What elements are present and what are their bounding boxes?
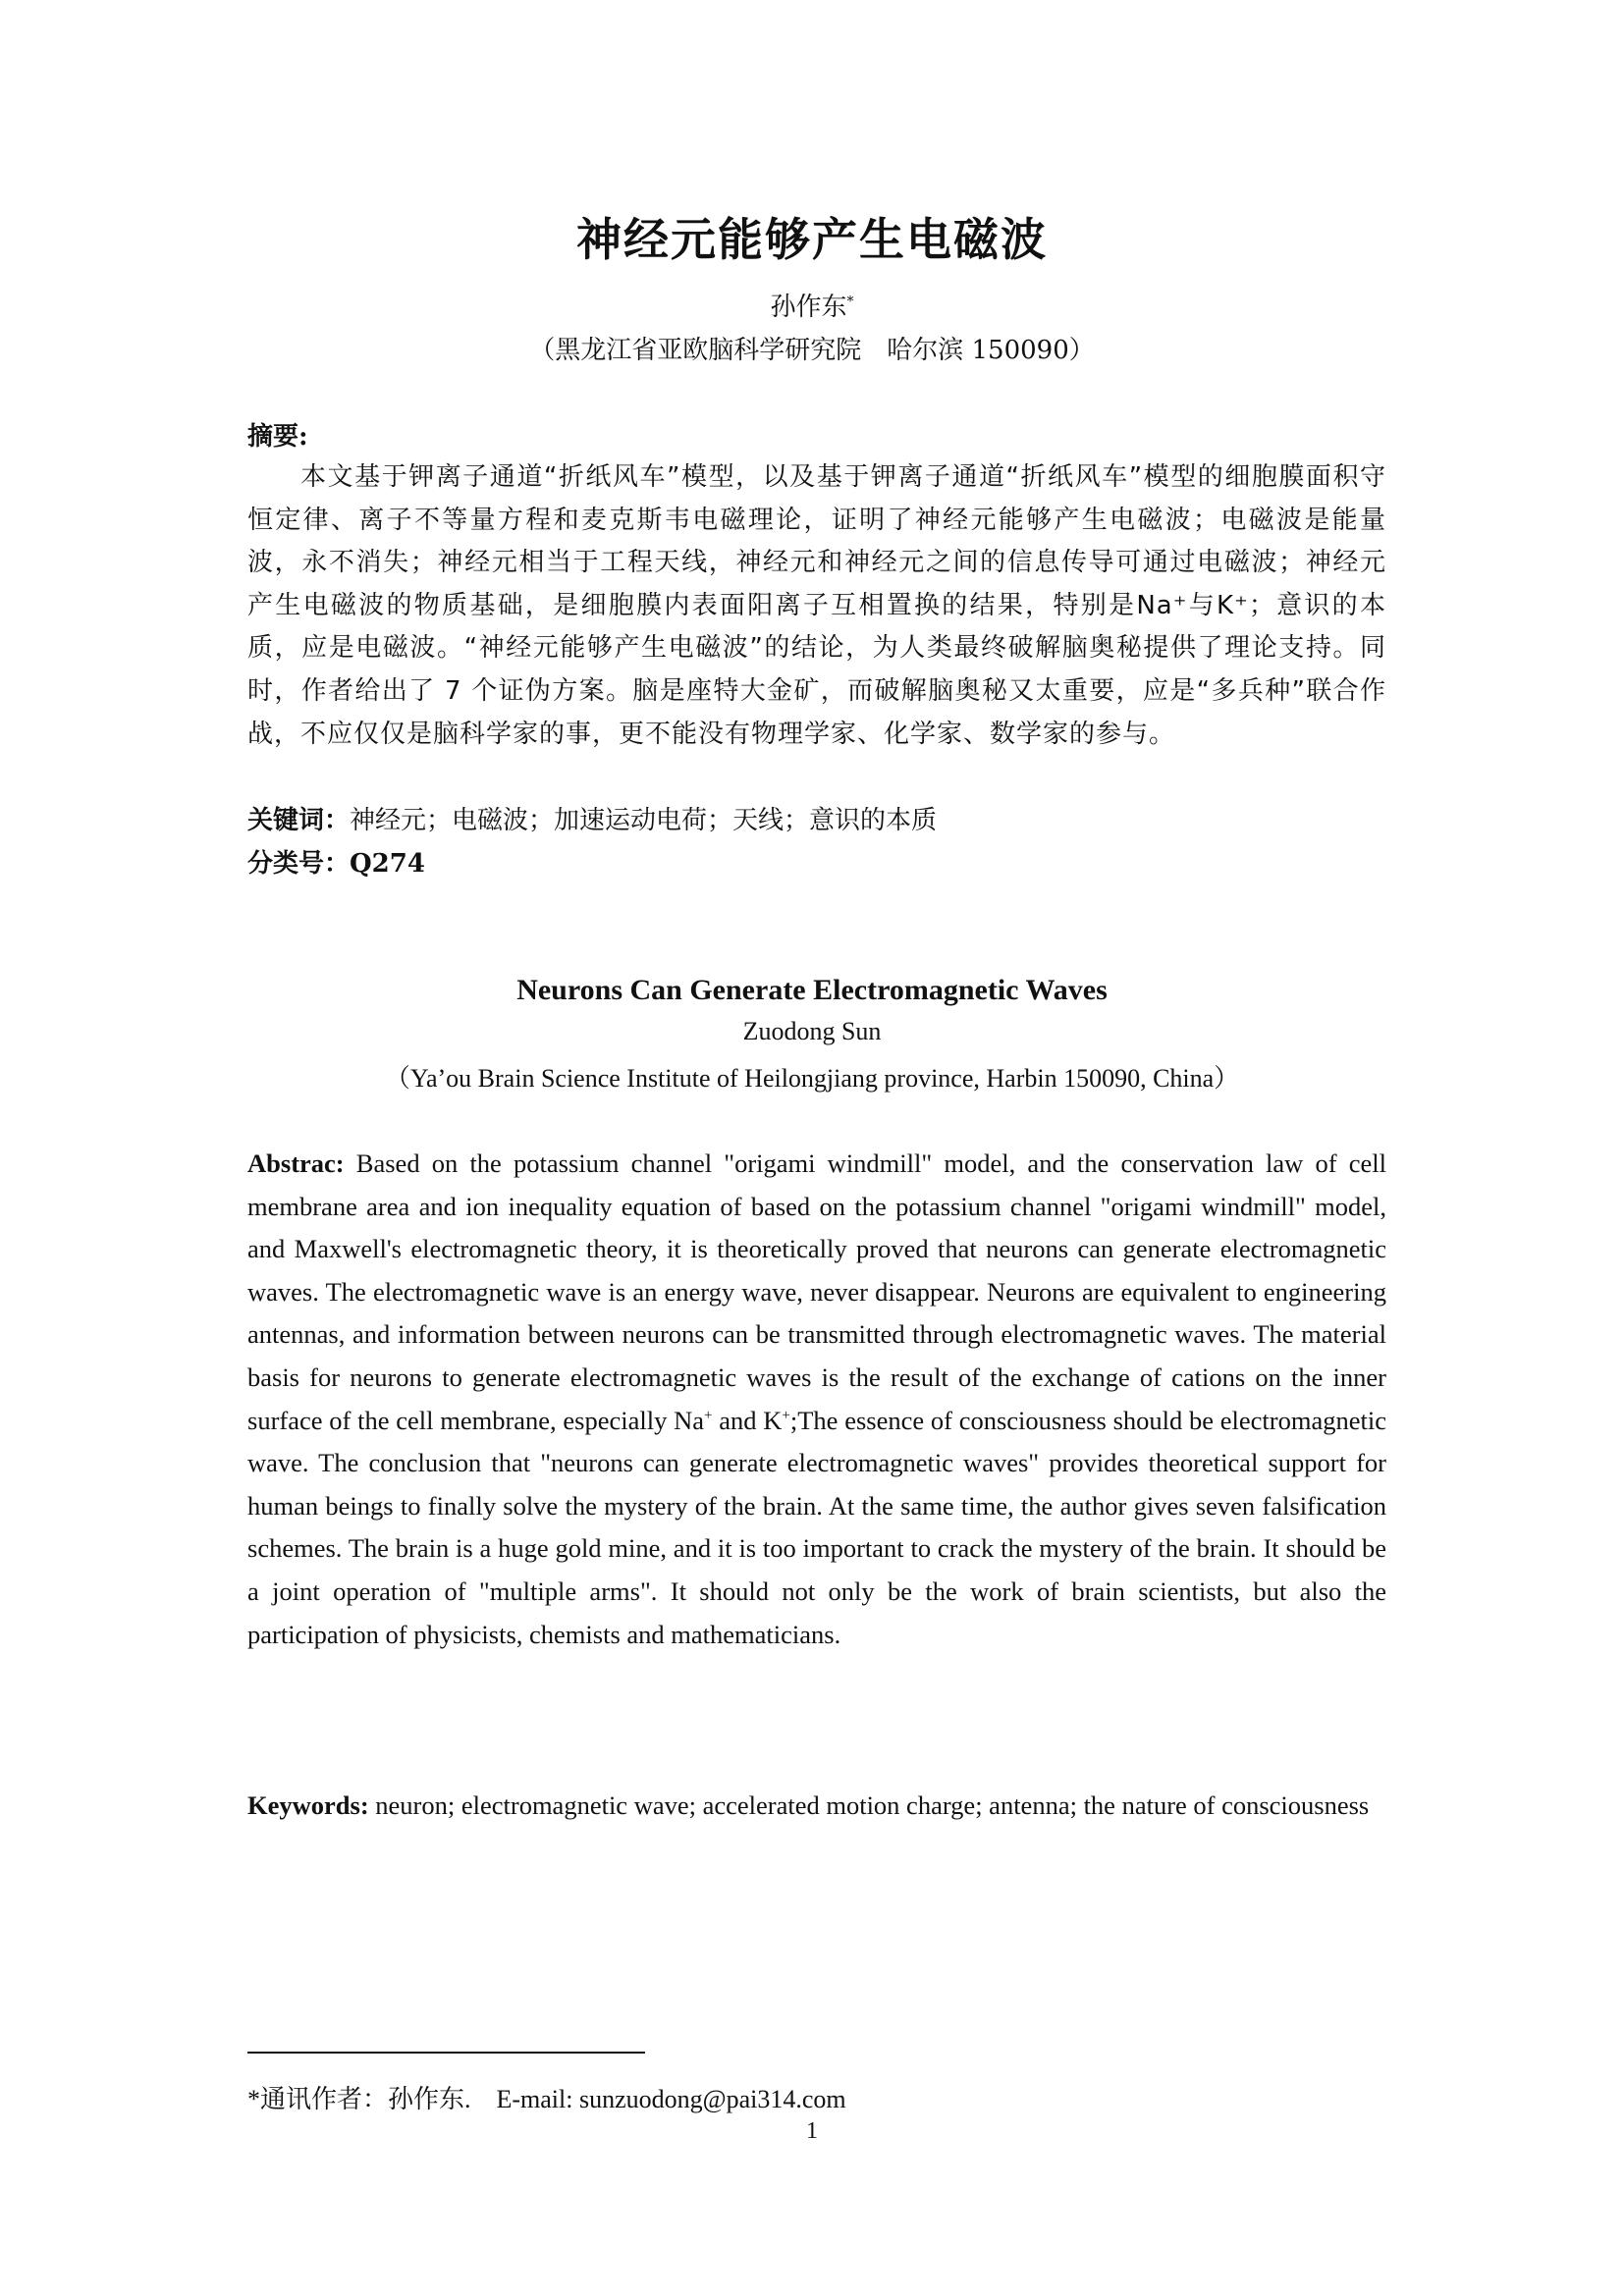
footnote-mark: * [247,2085,260,2113]
potassium-charge: + [782,1407,790,1423]
chinese-keywords-text: 神经元；电磁波；加速运动电荷；天线；意识的本质 [350,806,938,835]
footnote [247,2079,846,2115]
chinese-affiliation: （黑龙江省亚欧脑科学研究院 哈尔滨 150090） [529,336,1095,365]
chinese-author-name: 孙作东 [770,293,847,322]
english-abstract [247,1143,1386,1656]
english-abstract-text-2: ;The essence of consciousness should be electromagnetic wave. The conclusion that "neurons can generate electromagnetic waves" provides theoretical support for human beings to finally solve the mystery of the brain. At the same time, the author gives seven falsification schemes. The brain is a huge gold mine, and it is too important to crack the mystery of the brain. It should be a joint operation of "multiple arms". It should not only be the work of brain scientists, but also the participation of physicists, chemists and mathematicians. [247,1405,1386,1649]
english-affiliation: （Ya’ou Brain Science Institute of Heilongjiang province, Harbin 150090, China） [384,1064,1240,1093]
chinese-abstract-text-2: ；意识的本质，应是电磁波。“神经元能够产生电磁波”的结论，为人类最终破解脑奥秘提供了理论支持。同时，作者给出了 7 个证伪方案。脑是座特大金矿，而破解脑奥秘又太重要，应是“多兵种”联合作战，不应仅仅是脑科学家的事，更不能没有物理学家、化学家、数学家的参与。 [247,590,1386,749]
chinese-title: 神经元能够产生电磁波 [576,213,1048,266]
chinese-keywords-label: 关键词： [247,806,351,835]
english-abstract-text-1: Based on the potassium channel "origami windmill" model, and the conservation law of cell membrane area and ion inequality equation of based on the potassium channel "origami windmill" model, and Maxwell's electromagnetic theory, it is theoretically proved that neurons can generate electromagnetic waves. The electromagnetic wave is an energy wave, never disappear. Neurons are equivalent to engineering antennas, and information between neurons can be transmitted through electromagnetic waves. The material basis for neurons to generate electromagnetic waves is the result of the exchange of cations on the inner surface of the cell membrane, especially Na [247,1148,1386,1435]
sodium-ion: Na⁺ [1136,590,1188,620]
footnote-divider [247,2052,645,2054]
chinese-keywords [247,801,1386,840]
classification-number [247,844,1386,883]
english-and-k: and K [712,1405,783,1435]
chinese-abstract [247,456,1386,756]
chinese-abstract-label: 摘要: [247,422,308,452]
english-abstract-label: Abstrac: [247,1148,345,1178]
classification-label: 分类号： [247,849,351,879]
english-keywords-label: Keywords: [247,1790,369,1820]
corresponding-author-mark: * [846,294,854,310]
potassium-ion: K⁺ [1217,590,1249,620]
footnote-text: 通讯作者：孙作东. E-mail: sunzuodong@pai314.com [260,2085,846,2113]
sodium-charge: + [704,1407,713,1423]
page-number: 1 [806,2118,818,2144]
chinese-author [0,287,1624,323]
english-keywords [247,1785,1386,1827]
english-title: Neurons Can Generate Electromagnetic Waves [516,974,1108,1006]
classification-value: Q274 [350,849,425,879]
english-keywords-text: neuron; electromagnetic wave; accelerated motion charge; antenna; the nature of consciousness [368,1790,1370,1820]
english-author: Zuodong Sun [742,1017,882,1045]
and-word: 与 [1187,590,1218,620]
chinese-abstract-text-1: 本文基于钾离子通道“折纸风车”模型，以及基于钾离子通道“折纸风车”模型的细胞膜面积守恒定律、离子不等量方程和麦克斯韦电磁理论，证明了神经元能够产生电磁波；电磁波是能量波，永不消失；神经元相当于工程天线，神经元和神经元之间的信息传导可通过电磁波；神经元产生电磁波的物质基础，是细胞膜内表面阳离子互相置换的结果，特别是 [247,462,1386,620]
